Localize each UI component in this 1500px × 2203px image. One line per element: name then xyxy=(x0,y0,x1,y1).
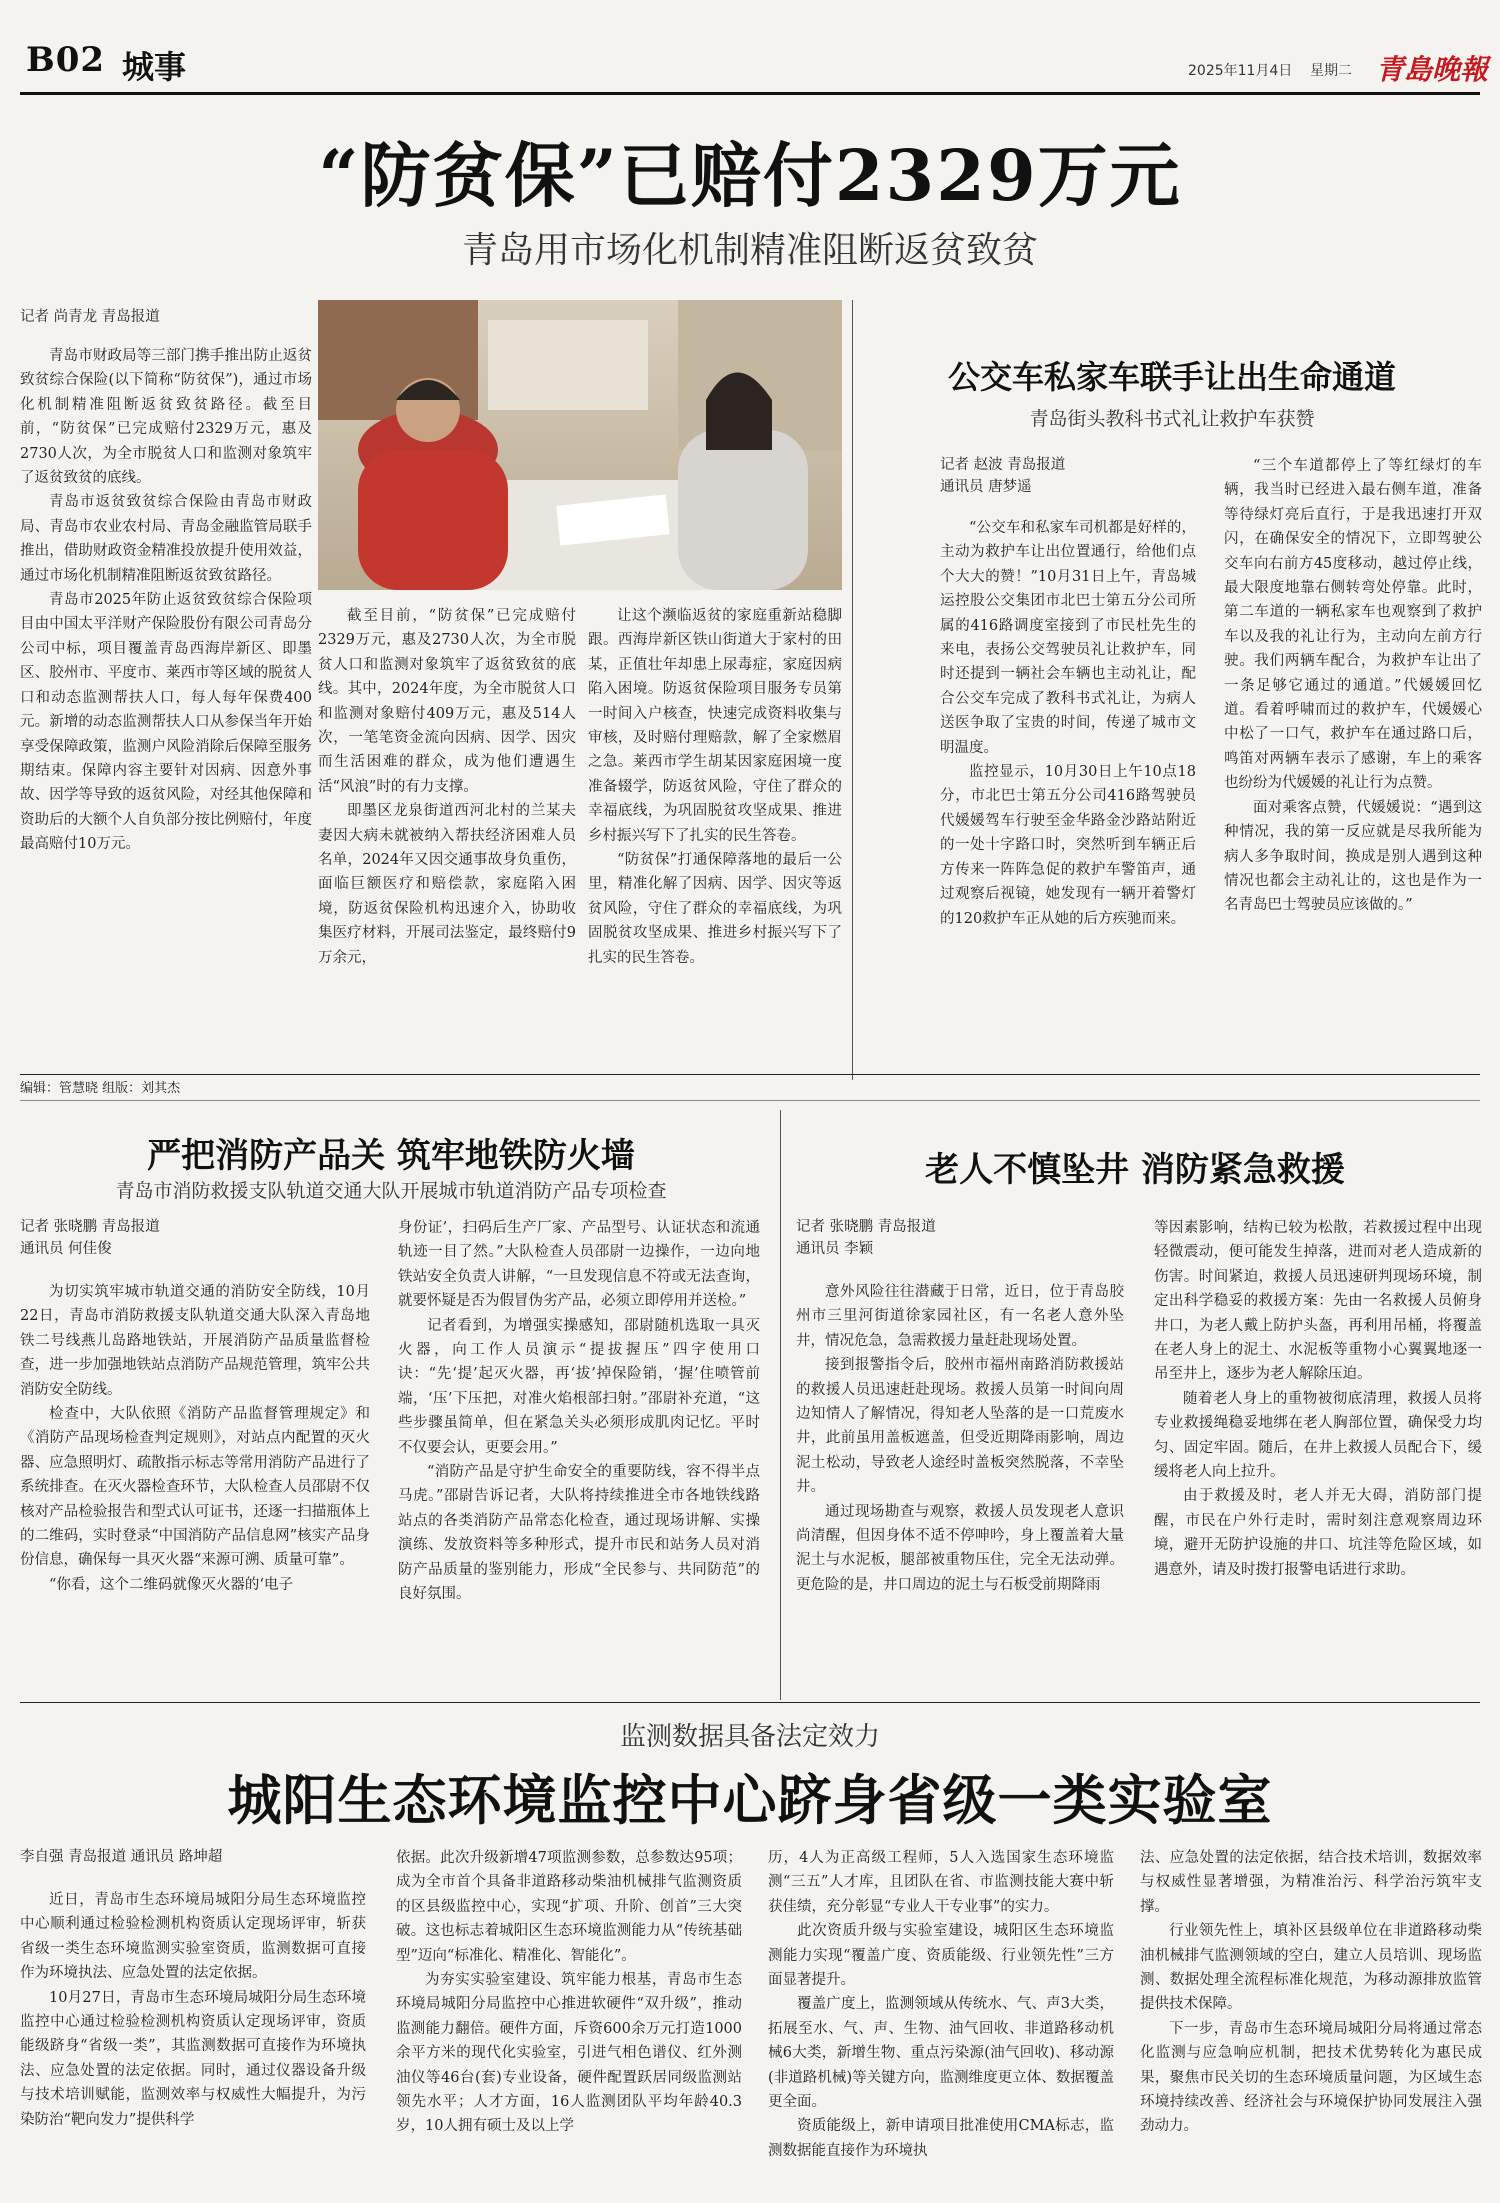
section-rule-thin xyxy=(20,1100,1480,1101)
story3-headline: 严把消防产品关 筑牢地铁防火墙 xyxy=(147,1136,635,1176)
paragraph: 依据。此次升级新增47项监测参数，总参数达95项；成为全市首个具备非道路移动柴油机械排气监测资质的区县级监控中心，实现“扩项、升阶、创首”三大突破。这也标志着城阳区生态环境监测能力从“传统基础型”迈向“标准化、精准化、智能化”。 xyxy=(396,1850,742,1964)
story5-column-4 xyxy=(1140,1846,1482,2139)
paragraph: “三个车道都停上了等红绿灯的车辆，我当时已经进入最右侧车道，准备等待绿灯亮后直行，于是我迅速打开双闪，在确保安全的情况下，立即驾驶公交车向右前方45度移动，越过停止线，最大限度地靠右侧转弯处停靠。此时，第二车道的一辆私家车也观察到了救护车以及我的礼让行为，主动向左前方行驶。我们两辆车配合，为救护车让出了一条足够它通过的通道。”代媛媛回忆道。看着呼啸而过的救护车，代媛媛心中松了一口气，救护车在通过路口后，鸣笛对两辆车表示了感谢，车上的乘客也纷纷为代媛媛的礼让行为点赞。 xyxy=(1224,458,1482,792)
paragraph: 身份证’，扫码后生产厂家、产品型号、认证状态和流通轨迹一目了然。”大队检查人员邵尉一边操作，一边向地铁站安全负责人讲解，“一旦发现信息不符或无法查询，就要怀疑是否为假冒伪劣产品，必须立即停用并送检。” xyxy=(398,1220,760,1310)
paragraph: 记者看到，为增强实操感知，邵尉随机选取一具灭火器，向工作人员演示“提拔握压”四字使用口诀：“先‘提’起灭火器，再‘拔’掉保险销，‘握’住喷管前端，‘压’下压把，对准火焰根部扫射。”邵尉补充道，“这些步骤虽简单，但在紧急关头必须形成肌肉记忆。平时不仅要会认，更要会用。” xyxy=(398,1317,760,1456)
story5-column-1 xyxy=(20,1888,366,2132)
paragraph: 为夯实实验室建设、筑牢能力根基，青岛市生态环境局城阳分局监控中心推进软硬件“双升级”，推动监测能力翻倍。硬件方面，斥资600余万元打造1000余平方米的现代化实验室，引进气相色谱仪、红外测油仪等46台(套)专业设备，硬件配置跃居同级监测站领先水平；人才方面，16人监测团队平均年龄40.3岁，10人拥有硕士及以上学 xyxy=(396,1972,742,2135)
paper-logo: 青島晚報 xyxy=(1376,53,1489,86)
photo-illustration xyxy=(318,300,842,590)
issue-date: 2025年11月4日 xyxy=(1188,63,1293,79)
section-rule xyxy=(20,1702,1480,1703)
story1-column-2 xyxy=(318,604,576,970)
section-rule xyxy=(20,1074,1480,1075)
masthead-rule xyxy=(20,92,1480,95)
paragraph: 通过现场勘查与观察，救援人员发现老人意识尚清醒，但因身体不适不停呻吟，身上覆盖着大量泥土与水泥板，腿部被重物压住，完全无法动弹。更危险的是，井口周边的泥土与石板受前期降雨 xyxy=(796,1503,1124,1593)
story3-subheadline: 青岛市消防救援支队轨道交通大队开展城市轨道消防产品专项检查 xyxy=(115,1180,667,1202)
story2-subheadline: 青岛街头教科书式礼让救护车获赞 xyxy=(1029,408,1315,430)
paragraph: 随着老人身上的重物被彻底清理，救援人员将专业救援绳稳妥地绑在老人胸部位置，确保受力均匀、固定牢固。随后，在井上救援人员配合下，缓缓将老人向上拉升。 xyxy=(1154,1390,1482,1481)
paragraph: “防贫保”打通保障落地的最后一公里，精准化解了因病、因学、因灾等返贫风险，守住了群众的幸福底线，为巩固脱贫攻坚成果、推进乡村振兴写下了扎实的民生答卷。 xyxy=(588,852,842,966)
paragraph: 即墨区龙泉街道西河北村的兰某夫妻因大病未就被纳入帮扶经济困难人员名单，2024年又因交通事故身负重伤，面临巨额医疗和赔偿款，家庭陷入困境，防返贫保险机构迅速介入，协助收集医疗材料，开展司法鉴定，最终赔付9万余元， xyxy=(318,803,576,966)
paragraph: 青岛市财政局等三部门携手推出防止返贫致贫综合保险(以下简称“防贫保”)，通过市场化机制精准阻断返贫致贫路径。截至目前，“防贫保”已完成赔付2329万元，惠及2730人次，为全市脱贫人口和监测对象筑牢了返贫致贫的底线。 xyxy=(20,348,312,487)
paragraph: “公交车和私家车司机都是好样的，主动为救护车让出位置通行，给他们点个大大的赞！”10月31日上午，青岛城运控股公交集团市北巴士第五分公司所属的416路调度室接到了市民杜先生的来电，表扬公交驾驶员礼让救护车，同时还提到一辆社会车辆也主动礼让，配合公交车完成了教科书式礼让，为病人送医争取了宝贵的时间，传递了城市文明温度。 xyxy=(940,520,1196,756)
story4-column-1 xyxy=(796,1280,1124,1597)
paragraph: 接到报警指令后，胶州市福州南路消防救援站的救援人员迅速赶赴现场。救援人员第一时间向周边知情人了解情况，得知老人坠落的是一口荒废水井，此前虽用盖板遮盖，但受近期降雨影响，周边泥土松动，导致老人途经时盖板突然脱落，不幸坠井。 xyxy=(796,1357,1124,1496)
story2-column-1 xyxy=(940,516,1196,931)
paragraph: 截至目前，“防贫保”已完成赔付2329万元，惠及2730人次，为全市脱贫人口和监测对象筑牢了返贫致贫的底线。其中，2024年度，为全市脱贫人口和监测对象赔付409万元，惠及514人次，一笔笔资金流向因病、因学、因灾而生活困难的群众，成为他们遭遇生活“风浪”时的有力支撑。 xyxy=(318,608,576,795)
story3-column-1 xyxy=(20,1280,370,1597)
paragraph: 行业领先性上，填补区县级单位在非道路移动柴油机械排气监测领域的空白，建立人员培训、现场监测、数据处理全流程标准化规范，为移动源排放监管提供技术保障。 xyxy=(1140,1923,1482,2013)
editor-credits: 编辑：管慧晓 组版：刘其杰 xyxy=(20,1081,181,1096)
story5-byline: 李自强 青岛报道 通讯员 路坤超 xyxy=(20,1849,223,1865)
story4-headline: 老人不慎坠井 消防紧急救援 xyxy=(925,1150,1345,1190)
story1-photo xyxy=(318,300,842,590)
story2-byline-correspondent: 通讯员 唐梦遥 xyxy=(940,479,1032,495)
story2-headline: 公交车私家车联手让出生命通道 xyxy=(947,358,1396,396)
story1-byline: 记者 尚青龙 青岛报道 xyxy=(20,309,160,325)
paragraph: “你看，这个二维码就像灭火器的‘电子 xyxy=(49,1576,294,1593)
paragraph: 青岛市返贫致贫综合保险由青岛市财政局、青岛市农业农村局、青岛金融监管局联手推出，借助财政资金精准投放提升使用效益，通过市场化机制精准阻断返贫致贫路径。 xyxy=(20,494,312,584)
paragraph: 法、应急处置的法定依据，结合技术培训，数据效率与权威性显著增强，为精准治污、科学治污筑牢支撑。 xyxy=(1140,1850,1482,1915)
story1-column-1 xyxy=(20,344,312,857)
story1-headline: “防贫保”已赔付2329万元 xyxy=(318,134,1182,217)
paragraph: 近日，青岛市生态环境局城阳分局生态环境监控中心顺利通过检验检测机构资质认定现场评审，斩获省级一类生态环境监测实验室资质，监测数据可直接作为环境执法、应急处置的法定依据。 xyxy=(20,1892,366,1982)
story3-byline-correspondent: 通讯员 何佳俊 xyxy=(20,1241,112,1257)
paragraph: 让这个濒临返贫的家庭重新站稳脚跟。西海岸新区铁山街道大于家村的田某，正值壮年却患上尿毒症，家庭因病陷入困境。防返贫保险项目服务专员第一时间入户核查，快速完成资料收集与审核，及时赔付理赔款，解了全家燃眉之急。莱西市学生胡某因家庭困境一度准备辍学，防返贫风险，守住了群众的幸福底线，为巩固脱贫攻坚成果、推进乡村振兴写下了扎实的民生答卷。 xyxy=(588,608,842,844)
story5-kicker: 监测数据具备法定效力 xyxy=(619,1722,880,1752)
paragraph: 等因素影响，结构已较为松散，若救援过程中出现轻微震动，便可能发生掉落，进而对老人造成新的伤害。时间紧迫，救援人员迅速研判现场环境，制定出科学稳妥的救援方案：先由一名救援人员俯身井口，为老人戴上防护头盔，再利用吊桶，将覆盖在老人身上的泥土、水泥板等重物小心翼翼地逐一吊至井上，逐步为老人解除压迫。 xyxy=(1154,1220,1482,1383)
story4-byline-reporter: 记者 张晓鹏 青岛报道 xyxy=(796,1219,936,1235)
page-number: B02 xyxy=(26,40,106,80)
story3-column-2 xyxy=(398,1216,760,1607)
story5-column-2 xyxy=(396,1846,742,2139)
paragraph: 青岛市2025年防止返贫致贫综合保险项目由中国太平洋财产保险股份有限公司青岛分公司中标，项目覆盖青岛西海岸新区、即墨区、胶州市、平度市、莱西市等区域的脱贫人口和动态监测帮扶人口，每人每年保费400元。新增的动态监测帮扶人口从参保当年开始享受保障政策，监测户风险消除后保障至服务期结束。保障内容主要针对因病、因意外事故、因学等导致的返贫风险，对经其他保障和资助后的大额个人自负部分按比例赔付，年度最高赔付10万元。 xyxy=(20,592,312,853)
story4-column-2 xyxy=(1154,1216,1482,1582)
story5-column-3 xyxy=(768,1846,1114,2163)
paragraph: 监控显示，10月30日上午10点18分，市北巴士第五分公司416路驾驶员代媛媛驾车行驶至金华路金沙路站附近的一处十字路口时，突然听到车辆正后方传来一阵阵急促的救护车警笛声，通过观察后视镜，她发现有一辆开着警灯的120救护车正从她的后方疾驰而来。 xyxy=(940,764,1196,927)
paragraph: “消防产品是守护生命安全的重要防线，容不得半点马虎。”邵尉告诉记者，大队将持续推进全市各地铁线路站点的各类消防产品常态化检查，通过现场讲解、实操演练、发放资料等多种形式，提升市民和站务人员对消防产品质量的鉴别能力，形成“全民参与、共同防范”的良好氛围。 xyxy=(398,1464,760,1603)
paragraph: 为切实筑牢城市轨道交通的消防安全防线，10月22日，青岛市消防救援支队轨道交通大队深入青岛地铁二号线燕儿岛路地铁站，开展消防产品质量监督检查，进一步加强地铁站点消防产品规范管理，筑牢公共消防安全防线。 xyxy=(20,1284,370,1398)
paragraph: 下一步，青岛市生态环境局城阳分局将通过常态化监测与应急响应机制，把技术优势转化为惠民成果，聚焦市民关切的生态环境质量问题，为区域生态环境持续改善、经济社会与环境保护协同发展注入强劲动力。 xyxy=(1140,2020,1482,2135)
story1-column-3 xyxy=(588,604,842,970)
paragraph: 10月27日，青岛市生态环境局城阳分局生态环境监控中心通过检验检测机构资质认定现场评审，资质能级跻身“省级一类”，其监测数据可直接作为环境执法、应急处置的法定依据。同时，通过仪器设备升级与技术培训赋能，监测效率与权威性大幅提升，为污染防治“靶向发力”提供科学 xyxy=(20,1989,366,2128)
paragraph: 覆盖广度上，监测领域从传统水、气、声3大类，拓展至水、气、声、生物、油气回收、非道路移动机械6大类，新增生物、重点污染源(油气回收)、移动源(非道路机械)等关键方向，监测维度更立体、数据覆盖更全面。 xyxy=(768,1996,1114,2111)
story2-column-2 xyxy=(1224,454,1482,918)
paragraph: 历，4人为正高级工程师，5人入选国家生态环境监测“三五”人才库，且团队在省、市监测技能大赛中斩获佳绩，充分彰显“专业人干专业事”的实力。 xyxy=(768,1850,1114,1915)
section-name: 城事 xyxy=(122,48,187,86)
story2-byline-reporter: 记者 赵波 青岛报道 xyxy=(940,457,1066,473)
story3-byline-reporter: 记者 张晓鹏 青岛报道 xyxy=(20,1219,160,1235)
story1-subheadline: 青岛用市场化机制精准阻断返贫致贫 xyxy=(461,230,1038,271)
paragraph: 资质能级上，新申请项目批准使用CMA标志，监测数据能直接作为环境执 xyxy=(768,2118,1114,2159)
column-divider xyxy=(852,300,853,1080)
paragraph: 由于救援及时，老人并无大碍，消防部门提醒，市民在户外行走时，需时刻注意观察周边环境，避开无防护设施的井口、坑洼等危险区域，如遇意外，请及时拨打报警电话进行求助。 xyxy=(1154,1488,1482,1578)
paragraph: 此次资质升级与实验室建设，城阳区生态环境监测能力实现“覆盖广度、资质能级、行业领先性”三方面显著提升。 xyxy=(768,1923,1114,1989)
story4-byline-correspondent: 通讯员 李颖 xyxy=(796,1241,874,1257)
paragraph: 检查中，大队依照《消防产品监督管理规定》和《消防产品现场检查判定规则》，对站点内配置的灭火器、应急照明灯、疏散指示标志等常用消防产品进行了系统排查。在灭火器检查环节，大队检查人员邵尉不仅核对产品检验报告和型式认可证书，还逐一扫描瓶体上的二维码，实时登录“中国消防产品信息网”核实产品身份信息，确保每一具灭火器“来源可溯、质量可靠”。 xyxy=(20,1406,370,1569)
issue-weekday: 星期二 xyxy=(1310,63,1352,79)
paragraph: 面对乘客点赞，代媛媛说：“遇到这种情况，我的第一反应就是尽我所能为病人多争取时间，换成是别人遇到这种情况也都会主动礼让的，这也是作为一名青岛巴士驾驶员应该做的。” xyxy=(1224,799,1482,914)
column-divider xyxy=(780,1110,781,1700)
paragraph: 意外风险往往潜藏于日常，近日，位于青岛胶州市三里河街道徐家园社区，有一名老人意外坠井，情况危急，急需救援力量赶赴现场处置。 xyxy=(796,1284,1124,1349)
story5-headline: 城阳生态环境监控中心跻身省级一类实验室 xyxy=(227,1768,1273,1832)
